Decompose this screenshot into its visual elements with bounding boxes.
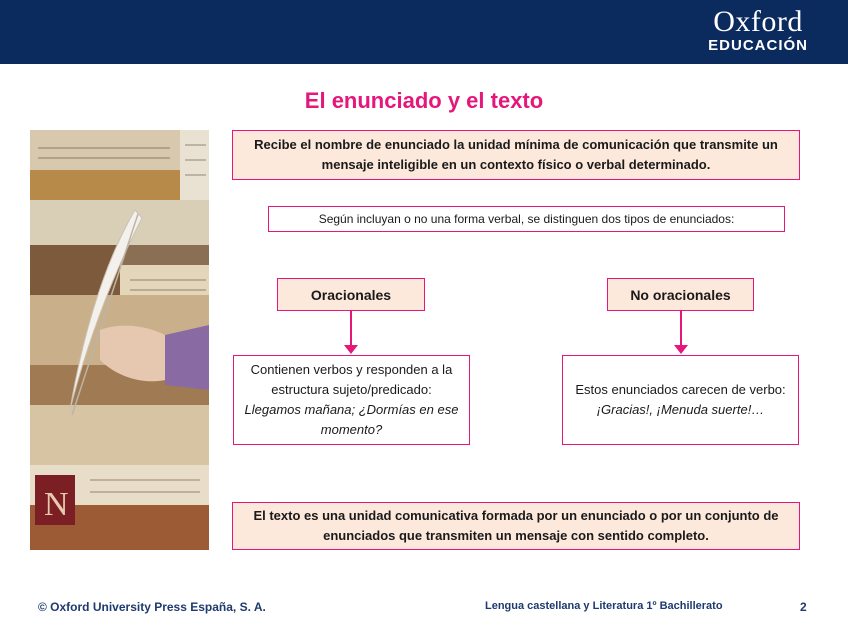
arrow-oracionales xyxy=(350,311,352,347)
arrow-no-oracionales xyxy=(680,311,682,347)
footer-course: Lengua castellana y Literatura 1º Bachillerato xyxy=(485,600,723,612)
page-number: 2 xyxy=(800,600,807,614)
definition-box xyxy=(232,130,800,180)
oracionales-example: Llegamos mañana; ¿Dormías en ese momento? xyxy=(244,402,459,437)
oxford-logo xyxy=(708,6,808,54)
arrowhead-oracionales xyxy=(344,345,358,354)
definition-text: Recibe el nombre de enunciado la unidad mínima de comunicación que transmite un mensaje inteligible en un contexto físico o verbal determinado. xyxy=(254,137,778,172)
no-oracionales-desc: Estos enunciados carecen de verbo: xyxy=(575,382,786,397)
intro-box xyxy=(268,206,785,232)
intro-text: Según incluyan o no una forma verbal, se distinguen dos tipos de enunciados: xyxy=(318,212,735,226)
text-definition-box xyxy=(232,502,800,550)
no-oracionales-label: No oracionales xyxy=(630,286,731,303)
text-definition: El texto es una unidad comunicativa formada por un enunciado o por un conjunto de enunciados que transmiten un mensaje con sentido completo. xyxy=(253,508,779,543)
slide-title: El enunciado y el texto xyxy=(304,88,544,113)
no-oracionales-box xyxy=(562,355,799,445)
svg-text:N: N xyxy=(44,486,69,523)
no-oracionales-example: ¡Gracias!, ¡Menuda suerte!… xyxy=(596,402,765,417)
arrowhead-no-oracionales xyxy=(674,345,688,354)
footer-copyright: © Oxford University Press España, S. A. xyxy=(38,600,266,614)
brand-name: Oxford xyxy=(713,5,803,38)
tab-oracionales xyxy=(277,278,425,311)
oracionales-label: Oracionales xyxy=(310,286,392,303)
oracionales-desc: Contienen verbos y responden a la estructura sujeto/predicado: xyxy=(250,362,453,397)
collage-image xyxy=(30,130,209,550)
brand-sub: EDUCACIÓN xyxy=(708,37,808,54)
header-bar xyxy=(0,0,848,64)
tab-no-oracionales xyxy=(607,278,754,311)
oracionales-box xyxy=(233,355,470,445)
